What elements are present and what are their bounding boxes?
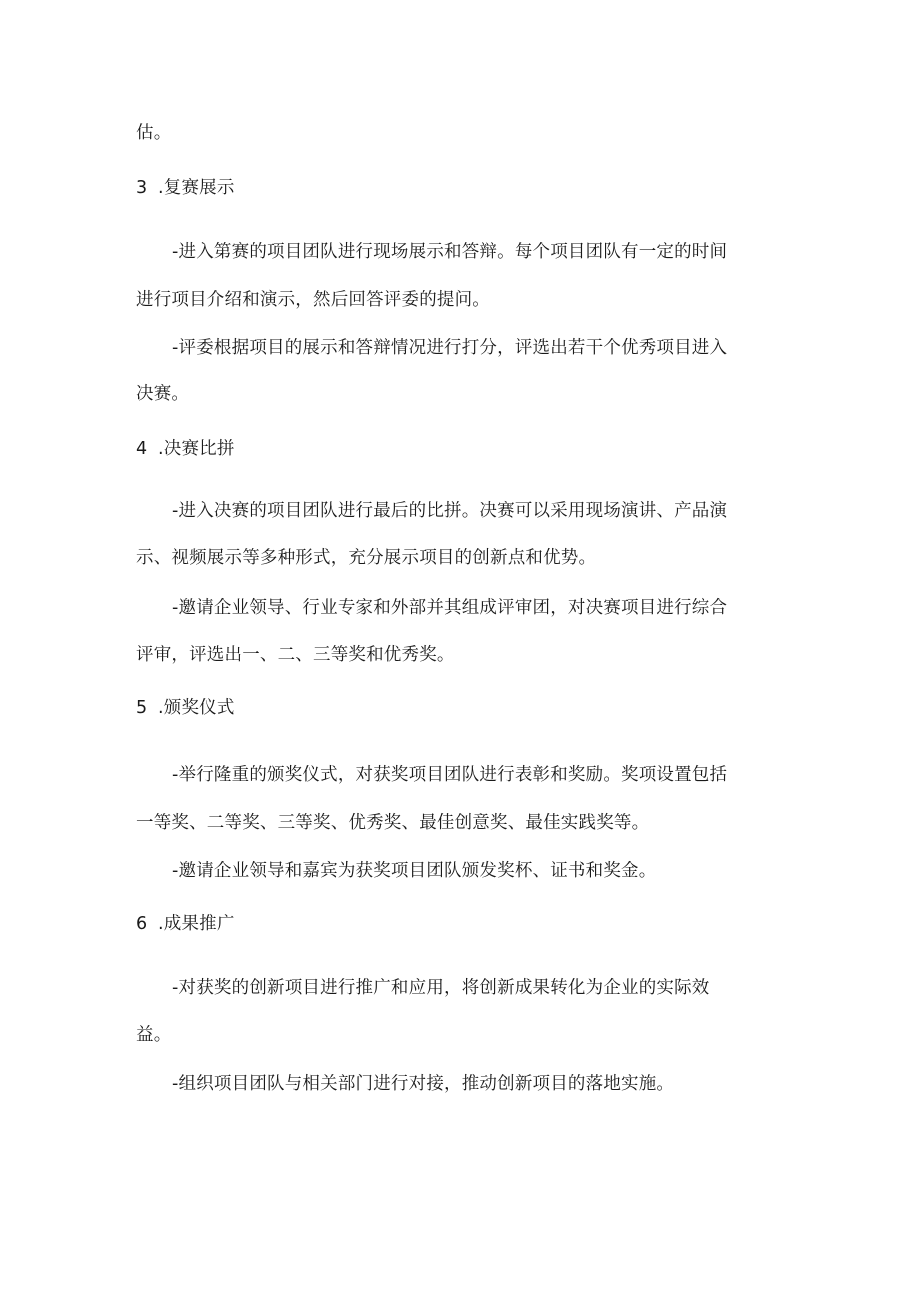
- section-title: .复赛展示: [158, 178, 235, 198]
- section-number: 3: [136, 178, 148, 198]
- section-number: 6: [136, 914, 148, 934]
- section-title: .成果推广: [158, 914, 235, 934]
- text-line: 一等奖、二等奖、三等奖、优秀奖、最佳创意奖、最佳实践奖等。: [136, 813, 650, 833]
- text-line: -进入第赛的项目团队进行现场展示和答辩。每个项目团队有一定的时间: [172, 242, 728, 262]
- text-line: -评委根据项目的展示和答辩情况进行打分，评选出若干个优秀项目进入: [172, 338, 728, 358]
- text-line: -组织项目团队与相关部门进行对接，推动创新项目的落地实施。: [172, 1074, 675, 1094]
- text-line: -邀请企业领导和嘉宾为获奖项目团队颁发奖杯、证书和奖金。: [172, 861, 657, 881]
- text-line: 估。: [136, 123, 172, 143]
- text-line: 益。: [136, 1025, 172, 1045]
- text-line: 决赛。: [136, 384, 190, 404]
- text-line: -对获奖的创新项目进行推广和应用，将创新成果转化为企业的实际效: [172, 978, 710, 998]
- text-line: 示、视频展示等多种形式，充分展示项目的创新点和优势。: [136, 548, 597, 568]
- section-number: 5: [136, 698, 148, 718]
- section-title: .颁奖仪式: [158, 698, 235, 718]
- section-heading-3: [136, 176, 235, 200]
- section-title: .决赛比拼: [158, 439, 235, 459]
- section-heading-6: [136, 912, 235, 936]
- text-line: 进行项目介绍和演示，然后回答评委的提问。: [136, 290, 490, 310]
- section-heading-5: [136, 696, 235, 720]
- text-line: -邀请企业领导、行业专家和外部并其组成评审团，对决赛项目进行综合: [172, 598, 728, 618]
- section-number: 4: [136, 439, 148, 459]
- section-heading-4: [136, 437, 235, 461]
- text-line: 评审，评选出一、二、三等奖和优秀奖。: [136, 645, 455, 665]
- text-line: -进入决赛的项目团队进行最后的比拼。决赛可以采用现场演讲、产品演: [172, 501, 728, 521]
- text-line: -举行隆重的颁奖仪式，对获奖项目团队进行表彰和奖励。奖项设置包括: [172, 765, 728, 785]
